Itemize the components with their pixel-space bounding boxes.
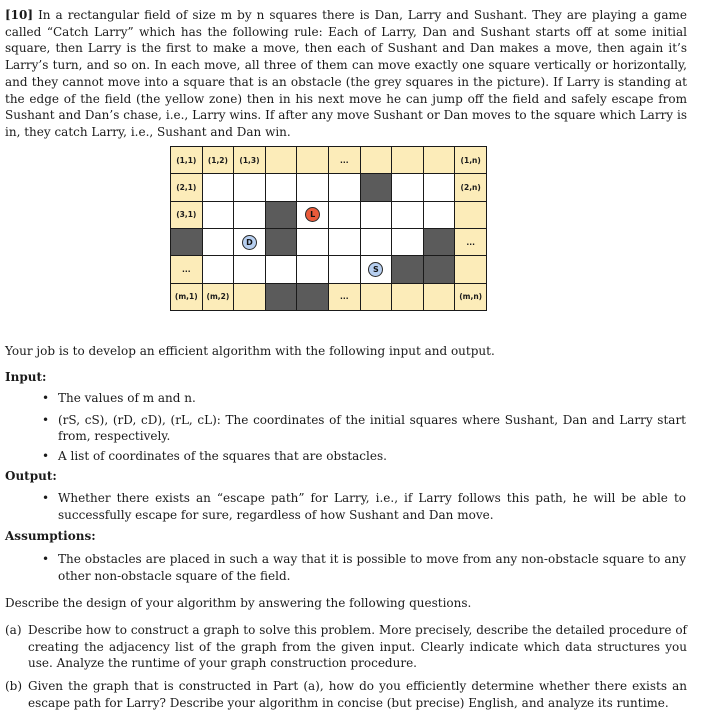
grid-cell [202,173,235,201]
grid-cell [233,228,266,256]
grid-cell [328,201,361,229]
grid-cell [454,201,487,229]
grid-cell [328,173,361,201]
question-b [5,678,687,711]
grid-cell [360,283,393,311]
problem-text: In a rectangular field of size m by n squares there is Dan, Larry and Sushant. They are playing a game called “Catch Larry” which has the following rule: Each of Larry, Dan and Sushant starts off at some initial square, then Larry is the first to make a move, then each of Sushant and Dan makes a move, then again it’s Larry’s turn, and so on. In each move, all three of them can move exactly one square vertically or horizontally, and they cannot move into a square that is an obstacle (the grey squares in the picture). If Larry is standing at the edge of the field (the yellow zone) then in his next move he can jump off the field and safely escape from Sushant and Dan’s chase, i.e., Larry wins. If after any move Sushant or Dan moves to the square which Larry is in, they catch Larry, i.e., Sushant and Dan win. [5,8,687,139]
question-text: Describe how to construct a graph to solve this problem. More precisely, describe the detailed procedure of creating the adjacency list of the graph from the given input. Clearly indicate which data structures you use. Analyze the runtime of your graph construction procedure. [28,623,687,671]
input-item: • The values of m and n. [42,390,686,407]
grid-cell [454,255,487,283]
dan-token: D [242,235,257,250]
assumptions-heading: Assumptions: [5,529,96,543]
input-heading: Input: [5,370,47,384]
question-label: (a) [5,623,22,637]
grid-cell [233,173,266,201]
grid-cell: (2,1) [170,173,203,201]
grid-cell [265,283,298,311]
grid-cell [328,228,361,256]
grid-cell [170,228,203,256]
grid-cell [360,228,393,256]
grid-cell [202,228,235,256]
input-item: • A list of coordinates of the squares that are obstacles. [42,448,686,465]
grid-cell [423,283,456,311]
grid-cell: (1,1) [170,146,203,174]
field-grid-figure [170,146,486,310]
grid-cell: (m,n) [454,283,487,311]
grid-cell [296,283,329,311]
grid-cell [202,201,235,229]
points-marker: [10] [5,8,34,22]
grid-cell: (m,2) [202,283,235,311]
grid-cell [423,173,456,201]
grid-cell [296,255,329,283]
grid-cell [265,201,298,229]
output-heading: Output: [5,469,57,483]
grid-cell [296,228,329,256]
grid-cell [391,283,424,311]
grid-cell [423,228,456,256]
question-a [5,622,687,672]
grid-cell [296,146,329,174]
input-item: • (rS, cS), (rD, cD), (rL, cL): The coordinates of the initial squares where Sushant, Dan and Larry start from, respectively. [42,412,686,445]
grid-cell [328,255,361,283]
grid-cell [296,173,329,201]
grid-cell: (1,2) [202,146,235,174]
grid-cell [423,146,456,174]
describe-text: Describe the design of your algorithm by answering the following questions. [5,596,472,610]
grid-cell: ... [454,228,487,256]
grid-cell [360,201,393,229]
grid-cell [391,146,424,174]
grid-cell: (2,n) [454,173,487,201]
grid-cell [391,228,424,256]
output-item: • Whether there exists an “escape path” for Larry, i.e., if Larry follows this path, he will be able to successfully escape for sure, regardless of how Sushant and Dan move. [42,490,686,523]
grid-cell [233,255,266,283]
grid-cell [296,201,329,229]
grid-cell: ... [170,255,203,283]
question-text: Given the graph that is constructed in Part (a), how do you efficiently determine whether there exists an escape path for Larry? Describe your algorithm in concise (but precise) English, and analyze its runtime. [28,679,687,710]
grid-cell: ... [328,283,361,311]
job-text: Your job is to develop an efficient algorithm with the following input and output. [5,344,495,358]
grid-cell [423,255,456,283]
grid-cell: (m,1) [170,283,203,311]
assumptions-list [42,551,686,584]
larry-token: L [305,207,320,222]
grid-cell [233,201,266,229]
grid-cell [265,146,298,174]
grid-cell [202,255,235,283]
question-label: (b) [5,679,23,693]
grid-cell [360,146,393,174]
output-list [42,490,686,523]
grid-cell: (1,3) [233,146,266,174]
grid-cell [265,255,298,283]
grid-cell [423,201,456,229]
grid-cell: (1,n) [454,146,487,174]
problem-statement [5,7,687,141]
grid-cell: (3,1) [170,201,203,229]
assumption-item: • The obstacles are placed in such a way that it is possible to move from any non-obstacle square to any other non-obstacle square of the field. [42,551,686,584]
grid-cell [360,255,393,283]
grid-cell [391,255,424,283]
grid-cell [265,228,298,256]
grid-cell [360,173,393,201]
grid-cell [265,173,298,201]
input-list [42,390,686,465]
sushant-token: S [368,262,383,277]
grid-cell [391,173,424,201]
grid-cell [391,201,424,229]
grid-cell [233,283,266,311]
grid-cell: ... [328,146,361,174]
